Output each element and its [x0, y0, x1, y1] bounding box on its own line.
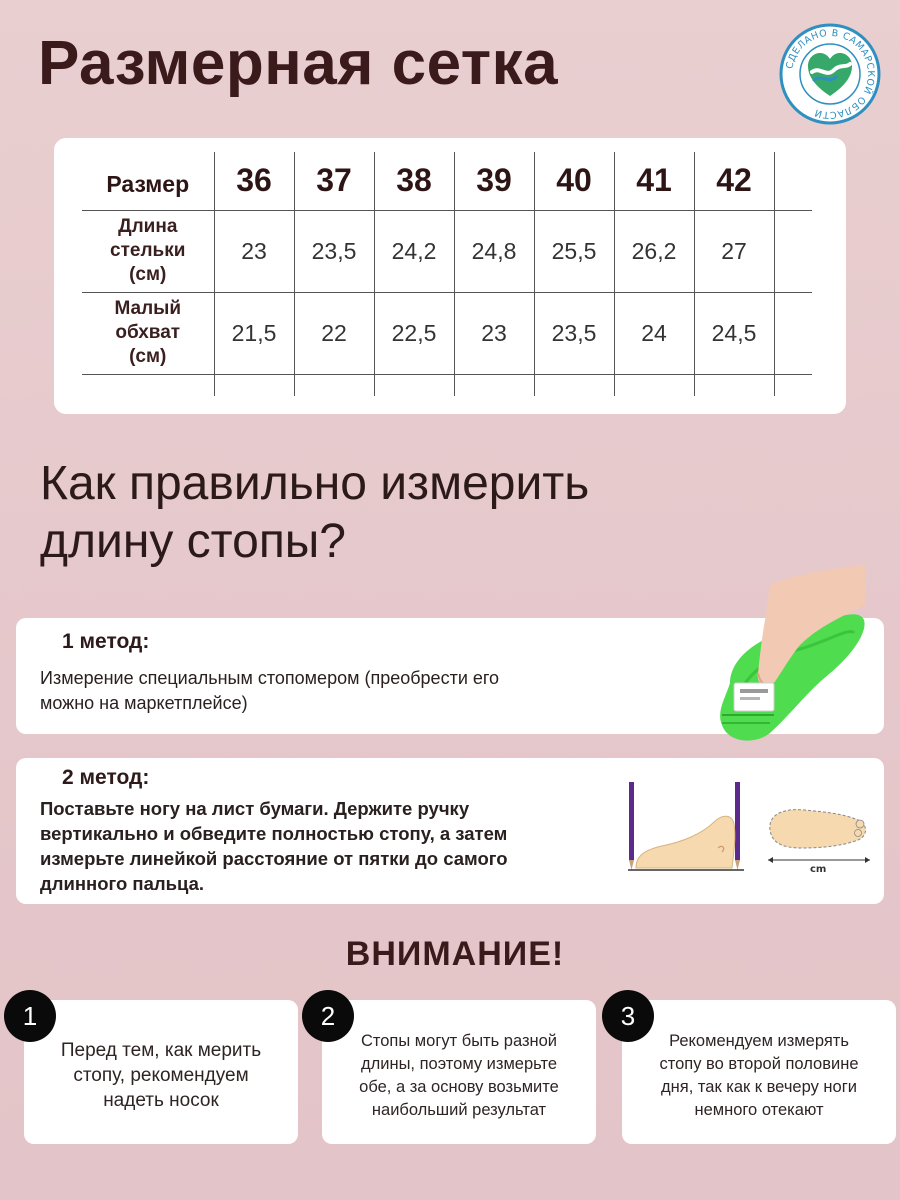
empty-cell: [774, 292, 812, 374]
insole-length-row: [82, 210, 812, 292]
ball-girth-cell: 24,5: [694, 292, 774, 374]
note-card-3: [622, 1000, 896, 1144]
size-cell: 42: [694, 152, 774, 210]
size-cell: 40: [534, 152, 614, 210]
note-1-text: Перед тем, как мерить стопу, рекомендуем надеть носок: [60, 1040, 262, 1111]
size-cell: 36: [214, 152, 294, 210]
ruler-label: cm: [810, 864, 827, 875]
insole-length-cell: 25,5: [534, 210, 614, 292]
note-number-badge: 2: [302, 990, 354, 1042]
svg-text:СДЕЛАНО В САМАРСКОЙ ОБЛАСТИ: СДЕЛАНО В САМАРСКОЙ ОБЛАСТИ: [784, 27, 877, 121]
empty-cell: [774, 210, 812, 292]
ball-girth-cell: 23: [454, 292, 534, 374]
empty-row: [82, 374, 812, 396]
attention-heading: ВНИМАНИЕ!: [345, 935, 565, 973]
insole-length-cell: 24,8: [454, 210, 534, 292]
method-1-title: 1 метод:: [62, 630, 150, 653]
size-cell: 39: [454, 152, 534, 210]
note-number-badge: 1: [4, 990, 56, 1042]
size-cell: 38: [374, 152, 454, 210]
insole-length-cell: 26,2: [614, 210, 694, 292]
ball-girth-cell: 21,5: [214, 292, 294, 374]
foot-measure-device-icon: [700, 565, 870, 750]
size-cell: 37: [294, 152, 374, 210]
ball-girth-label: Малый обхват (см): [82, 292, 214, 374]
size-table-card: [54, 138, 846, 414]
ball-girth-cell: 24: [614, 292, 694, 374]
insole-length-cell: 23: [214, 210, 294, 292]
note-card-2: [322, 1000, 596, 1144]
insole-length-cell: 23,5: [294, 210, 374, 292]
insole-length-cell: 24,2: [374, 210, 454, 292]
empty-cell: [774, 152, 812, 210]
ball-girth-row: [82, 292, 812, 374]
method-2-title: 2 метод:: [62, 766, 150, 789]
section-heading: Как правильно измерить длину стопы?: [40, 457, 590, 568]
foot-tracing-icon: [622, 778, 874, 890]
note-number-badge: 3: [602, 990, 654, 1042]
size-table: [82, 152, 812, 396]
size-row: [82, 152, 812, 210]
method-1-text: Измерение специальным стопомером (преобрести его можно на маркетплейсе): [40, 668, 500, 713]
size-row-label: Размер: [82, 152, 214, 210]
size-cell: 41: [614, 152, 694, 210]
samara-made-badge-logo: [778, 22, 882, 126]
note-card-1: [24, 1000, 298, 1144]
ball-girth-cell: 22: [294, 292, 374, 374]
ball-girth-cell: 23,5: [534, 292, 614, 374]
insole-length-cell: 27: [694, 210, 774, 292]
note-2-text: Стопы могут быть разной длины, поэтому измерьте обе, а за основу возьмите наибольший результат: [359, 1032, 559, 1119]
ball-girth-cell: 22,5: [374, 292, 454, 374]
method-2-text: Поставьте ногу на лист бумаги. Держите ручку вертикально и обведите полностью стопу, а затем измерьте линейкой расстояние от пятки до самого длинного пальца.: [40, 798, 508, 894]
note-3-text: Рекомендуем измерять стопу во второй половине дня, так как к вечеру ноги немного отекают: [659, 1032, 859, 1119]
insole-length-label: Длина стельки (см): [82, 210, 214, 292]
page-title: Размерная сетка: [38, 29, 559, 98]
method-2-card: [16, 758, 884, 904]
